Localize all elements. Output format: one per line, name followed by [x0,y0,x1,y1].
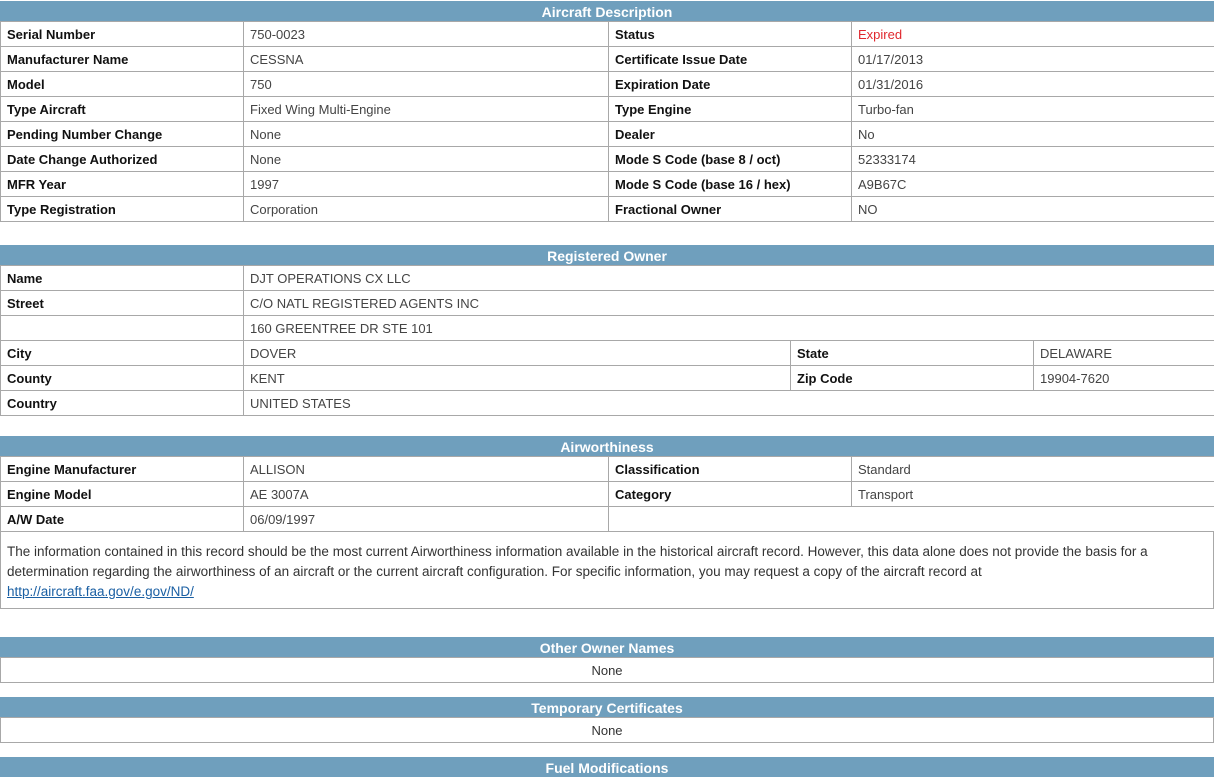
engine-model-value: AE 3007A [244,482,609,507]
street1-value: C/O NATL REGISTERED AGENTS INC [244,291,1215,316]
temporary-certificates-section [0,697,1214,743]
table-row [1,391,1215,416]
other-owner-names-header: Other Owner Names [0,637,1214,657]
table-row [1,197,1215,222]
temporary-certificates-value: None [1,718,1214,743]
page-right-edge [1214,0,1229,766]
name-label: Name [1,266,244,291]
table-row [1,97,1215,122]
fuel-modifications-section [0,757,1214,777]
table-row [1,718,1214,743]
aircraft-field-value: 01/31/2016 [852,72,1215,97]
airworthiness-table [0,456,1215,532]
state-value: DELAWARE [1034,341,1215,366]
aircraft-field-label: Expiration Date [609,72,852,97]
aircraft-field-label: Status [609,22,852,47]
aircraft-field-value: None [244,147,609,172]
airworthiness-header: Airworthiness [0,436,1214,456]
state-label: State [791,341,1034,366]
classification-value: Standard [852,457,1215,482]
aircraft-field-value: Turbo-fan [852,97,1215,122]
aircraft-field-value: Fixed Wing Multi-Engine [244,97,609,122]
aircraft-description-table [0,21,1215,222]
aircraft-field-label: Fractional Owner [609,197,852,222]
zip-value: 19904-7620 [1034,366,1215,391]
registered-owner-section [0,245,1214,416]
aircraft-description-header: Aircraft Description [0,1,1214,21]
aircraft-field-value: No [852,122,1215,147]
registered-owner-table [0,265,1215,416]
aircraft-field-value: None [244,122,609,147]
table-row [1,47,1215,72]
category-label: Category [609,482,852,507]
aircraft-field-value: CESSNA [244,47,609,72]
registered-owner-header: Registered Owner [0,245,1214,265]
aircraft-field-label: Model [1,72,244,97]
classification-label: Classification [609,457,852,482]
fuel-modifications-header: Fuel Modifications [0,757,1214,777]
aircraft-description-section [0,1,1214,222]
aircraft-field-value: 1997 [244,172,609,197]
country-label: Country [1,391,244,416]
street2-value: 160 GREENTREE DR STE 101 [244,316,1215,341]
aircraft-record-link[interactable]: http://aircraft.faa.gov/e.gov/ND/ [7,584,194,599]
aircraft-field-value: 750 [244,72,609,97]
zip-label: Zip Code [791,366,1034,391]
aircraft-field-label: Pending Number Change [1,122,244,147]
aircraft-field-label: Mode S Code (base 16 / hex) [609,172,852,197]
aircraft-field-label: Date Change Authorized [1,147,244,172]
airworthiness-note [0,532,1214,609]
airworthiness-note-text: The information contained in this record should be the most current Airworthiness information available in the historical aircraft record. However, this data alone does not provide the basis for a determination regarding the airworthiness of an aircraft or the current aircraft configuration. For specific information, you may request a copy of the aircraft record at [7,544,1148,579]
temporary-certificates-header: Temporary Certificates [0,697,1214,717]
temporary-certificates-table [0,717,1214,743]
other-owner-names-value: None [1,658,1214,683]
engine-manufacturer-value: ALLISON [244,457,609,482]
aircraft-field-label: Type Registration [1,197,244,222]
table-row [1,72,1215,97]
street2-empty-label [1,316,244,341]
aircraft-field-label: MFR Year [1,172,244,197]
other-owner-names-section [0,637,1214,683]
city-label: City [1,341,244,366]
country-value: UNITED STATES [244,391,1215,416]
table-row [1,457,1215,482]
table-row [1,658,1214,683]
aircraft-field-value: Corporation [244,197,609,222]
table-row [1,341,1215,366]
table-row [1,291,1215,316]
county-value: KENT [244,366,791,391]
table-row [1,482,1215,507]
city-value: DOVER [244,341,791,366]
airworthiness-section [0,436,1214,609]
aircraft-field-value: 750-0023 [244,22,609,47]
aircraft-field-label: Certificate Issue Date [609,47,852,72]
aw-date-value: 06/09/1997 [244,507,609,532]
aircraft-field-value: 01/17/2013 [852,47,1215,72]
table-row [1,147,1215,172]
aircraft-field-value: NO [852,197,1215,222]
aircraft-field-label: Serial Number [1,22,244,47]
county-label: County [1,366,244,391]
aircraft-field-value: 52333174 [852,147,1215,172]
aircraft-field-label: Mode S Code (base 8 / oct) [609,147,852,172]
table-row [1,22,1215,47]
table-row [1,266,1215,291]
aircraft-field-value: A9B67C [852,172,1215,197]
aw-date-label: A/W Date [1,507,244,532]
aircraft-field-label: Type Engine [609,97,852,122]
table-row [1,507,1215,532]
empty-cell [609,507,1215,532]
owner-name-value: DJT OPERATIONS CX LLC [244,266,1215,291]
table-row [1,122,1215,147]
street-label: Street [1,291,244,316]
table-row [1,316,1215,341]
engine-manufacturer-label: Engine Manufacturer [1,457,244,482]
aircraft-field-label: Type Aircraft [1,97,244,122]
category-value: Transport [852,482,1215,507]
engine-model-label: Engine Model [1,482,244,507]
table-row [1,172,1215,197]
status-value: Expired [852,22,1215,47]
aircraft-field-label: Manufacturer Name [1,47,244,72]
other-owner-names-table [0,657,1214,683]
aircraft-field-label: Dealer [609,122,852,147]
table-row [1,366,1215,391]
